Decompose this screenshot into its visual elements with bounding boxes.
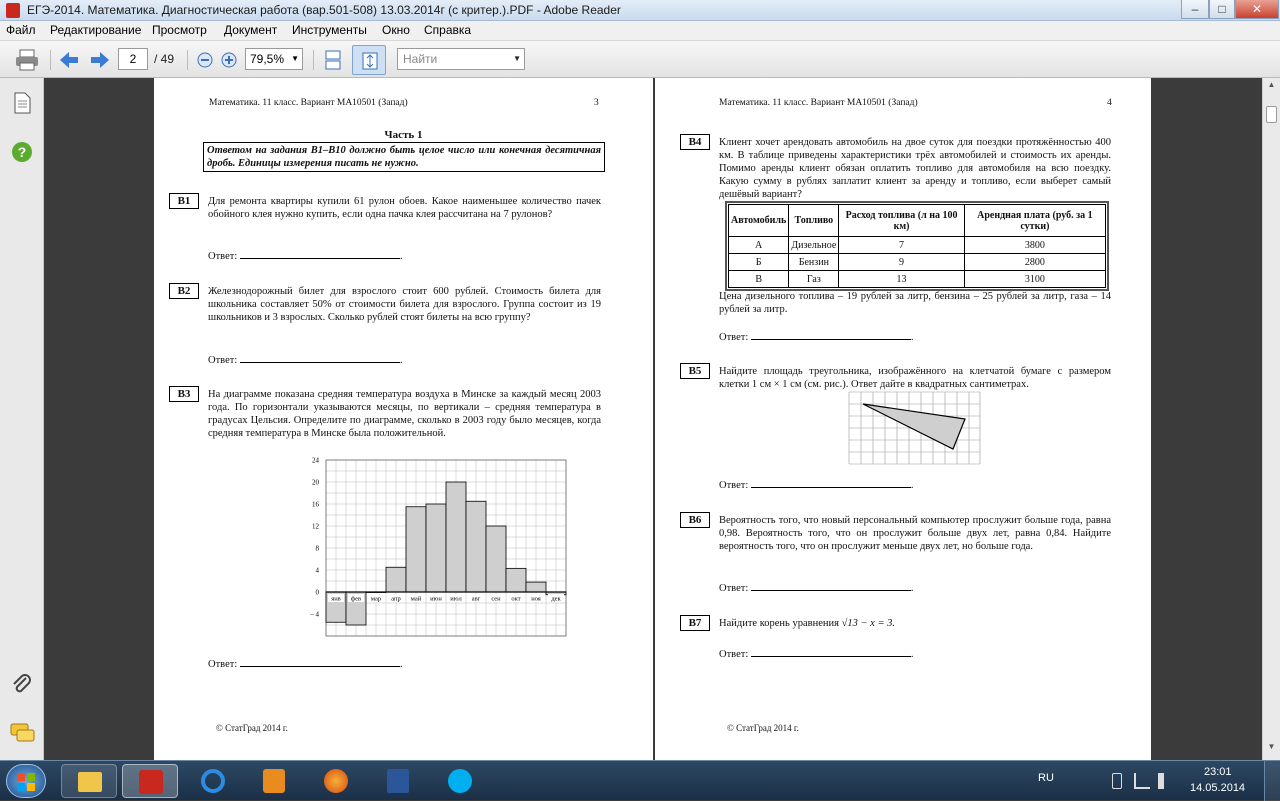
chart-y-tick-label: 24: [312, 456, 319, 465]
chart-x-tick-label: фев: [350, 595, 362, 603]
task-text-b1: Для ремонта квартиры купили 61 рулон обоев. Какое наименьшее количество пачек обойного клея нужно купить, если одна пачка клея рассчитана на 7 рулонов?: [208, 196, 601, 220]
chart-bar: [506, 568, 526, 592]
adobe-reader-icon: [6, 3, 20, 18]
chart-x-tick-label: ноя: [531, 595, 541, 603]
page-footer: © СтатГрад 2014 г.: [727, 723, 799, 733]
chart-x-tick-label: янв: [331, 595, 341, 603]
next-page-icon[interactable]: [89, 48, 111, 72]
task-text-b7: [719, 618, 895, 629]
table-header: Автомобиль: [729, 205, 789, 237]
clock-time[interactable]: 23:01: [1204, 766, 1232, 778]
media-player-icon: [263, 769, 285, 793]
table-cell: 3100: [964, 271, 1105, 288]
page-footer: © СтатГрад 2014 г.: [216, 723, 288, 733]
chart-x-tick-label: апр: [391, 595, 401, 603]
task-label-b7: B7: [680, 615, 710, 631]
pdf-page-3: [154, 78, 653, 760]
chart-x-tick-label: окт: [511, 595, 521, 603]
menu-help[interactable]: Справка: [424, 23, 472, 37]
search-input[interactable]: [397, 48, 525, 70]
skype-icon: [448, 769, 472, 793]
print-icon[interactable]: [14, 48, 40, 72]
answer-line: [751, 582, 911, 591]
answer-label: Ответ:: [208, 355, 238, 366]
answer-label: Ответ:: [719, 480, 749, 491]
attachment-icon[interactable]: [10, 672, 34, 696]
chart-bar: [386, 567, 406, 592]
taskbar-explorer[interactable]: [61, 764, 117, 798]
page-total: / 49: [154, 52, 175, 66]
answer-b6: Ответ: .: [719, 583, 914, 594]
table-header: Арендная плата (руб. за 1 сутки): [964, 205, 1105, 237]
chart-x-tick-label: май: [410, 595, 422, 603]
clock-date[interactable]: 14.05.2014: [1190, 782, 1246, 794]
zoom-value: 79,5%: [250, 52, 285, 66]
chart-y-tick-label: 4: [315, 566, 319, 575]
taskbar-adobe-reader[interactable]: [122, 764, 178, 798]
word-icon: [387, 769, 409, 793]
minimize-button[interactable]: –: [1181, 0, 1209, 19]
zoom-out-icon[interactable]: [195, 48, 215, 72]
task-text-b4: Клиент хочет арендовать автомобиль на двое суток для поездки протяжённостью 400 км. В таблице приведены характеристики трёх автомобилей и стоимость их аренды. Помимо аренды клиент обязан оплатить топливо для автомобиля на всю поездку. Какую сумму в рублях заплатит клиент за аренду и топливо, если выберет самый дешёвый вариант?: [719, 137, 1111, 200]
answer-b1: Ответ: .: [208, 251, 403, 262]
taskbar-skype[interactable]: [432, 764, 488, 798]
part-note: Ответом на задания В1–В10 должно быть целое число или конечная десятичная дробь. Единицы измерения писать не нужно.: [203, 142, 605, 172]
close-button[interactable]: ✕: [1235, 0, 1279, 19]
table-cell: Газ: [789, 271, 839, 288]
menu-bar: [0, 21, 1280, 41]
menu-document[interactable]: Документ: [224, 23, 278, 37]
menu-view[interactable]: Просмотр: [152, 23, 207, 37]
task-label-b3: B3: [169, 386, 199, 402]
menu-tools[interactable]: Инструменты: [292, 23, 367, 37]
chart-y-tick-label: 12: [312, 522, 319, 531]
scroll-down-icon[interactable]: ▼: [1267, 742, 1276, 751]
task-label-b2: B2: [169, 283, 199, 299]
previous-page-icon[interactable]: [58, 48, 80, 72]
folder-icon: [78, 772, 102, 792]
battery-icon[interactable]: [1112, 773, 1122, 789]
table-cell: Дизельное: [789, 237, 839, 254]
answer-label: Ответ:: [719, 332, 749, 343]
navigation-panel: [0, 78, 44, 760]
network-icon[interactable]: [1134, 773, 1150, 789]
taskbar-word[interactable]: [370, 764, 426, 798]
table-header: Топливо: [789, 205, 839, 237]
adobe-reader-icon: [139, 770, 163, 794]
chevron-down-icon: ▼: [291, 54, 299, 63]
scrollbar-thumb[interactable]: [1266, 106, 1277, 123]
search-placeholder: Найти: [403, 52, 438, 66]
taskbar-media-player[interactable]: [246, 764, 302, 798]
page-header: Математика. 11 класс. Вариант МА10501 (Запад): [209, 98, 408, 108]
chart-x-tick-label: сен: [491, 595, 501, 603]
chart-x-tick-label: июл: [450, 595, 462, 603]
chart-y-tick-label: 20: [312, 478, 319, 487]
menu-edit[interactable]: Редактирование: [50, 23, 142, 37]
answer-label: Ответ:: [208, 251, 238, 262]
table-row: [729, 254, 1106, 271]
chart-y-tick-label: 0: [315, 588, 319, 597]
task-text-b3: На диаграмме показана средняя температура воздуха в Минске за каждый месяц 2003 года. По горизонтали указываются месяцы, по вертикали – средняя температура в градусах Цельсия. Определите по диаграмме, сколько в 2003 году было месяцев, когда средняя температура в Минске была положительной.: [208, 389, 601, 439]
document-viewer[interactable]: [44, 78, 1262, 760]
zoom-select[interactable]: [245, 48, 303, 70]
answer-line: [240, 354, 400, 363]
scroll-mode-icon[interactable]: [322, 48, 344, 72]
page-header: Математика. 11 класс. Вариант МА10501 (Запад): [719, 98, 918, 108]
menu-window[interactable]: Окно: [382, 23, 410, 37]
answer-line: [751, 648, 911, 657]
chart-y-tick-label: – 4: [310, 610, 319, 619]
car-rental-table: [728, 204, 1106, 288]
table-cell: 3800: [964, 237, 1105, 254]
svg-text:?: ?: [17, 144, 27, 160]
show-desktop-button[interactable]: [1264, 761, 1280, 801]
table-header: Расход топлива (л на 100 км): [839, 205, 964, 237]
task-label-b1: B1: [169, 193, 199, 209]
answer-line: [751, 479, 911, 488]
chart-x-tick-label: дек: [551, 595, 561, 603]
chart-y-tick-label: 8: [315, 544, 319, 553]
task-text-b6: Вероятность того, что новый персональный компьютер прослужит больше года, равна 0,98. Вероятность того, что он прослужит больше двух лет, равна 0,84. Найдите вероятность того, что он прослужит меньше двух лет, но больше года.: [719, 515, 1111, 552]
chart-x-tick-label: мар: [370, 595, 382, 603]
vertical-scrollbar[interactable]: [1262, 78, 1280, 760]
taskbar-firefox[interactable]: [308, 764, 364, 798]
windows-logo-icon: [17, 773, 35, 791]
chart-bar: [406, 507, 426, 592]
chevron-down-icon: ▼: [513, 54, 521, 63]
answer-label: Ответ:: [208, 659, 238, 670]
chart-x-tick-label: июн: [430, 595, 442, 603]
table-cell: 13: [839, 271, 964, 288]
page-number: 3: [594, 98, 599, 108]
table-cell: В: [729, 271, 789, 288]
title-bar: [0, 0, 1280, 21]
answer-line: [240, 250, 400, 259]
part-title: Часть 1: [384, 129, 423, 141]
help-icon[interactable]: [11, 141, 33, 163]
pdf-page-4: [655, 78, 1151, 760]
chart-x-tick-label: авг: [471, 595, 481, 603]
equation: √13 − x = 3.: [841, 618, 896, 629]
table-cell: 2800: [964, 254, 1105, 271]
start-button[interactable]: [6, 764, 46, 798]
fit-page-button[interactable]: [352, 45, 386, 75]
page-number: 4: [1107, 98, 1112, 108]
language-indicator[interactable]: RU: [1038, 772, 1054, 784]
page-thumbnails-icon[interactable]: [12, 92, 32, 114]
fit-page-icon: [359, 50, 381, 72]
answer-line: [240, 658, 400, 667]
maximize-button[interactable]: □: [1209, 0, 1235, 19]
task-text-b2: Железнодорожный билет для взрослого стоит 600 рублей. Стоимость билета для школьника составляет 50% от стоимости билета для взрослого. Группа состоит из 19 школьников и 3 взрослых. Сколько рублей стоят билеты на всю группу?: [208, 286, 601, 323]
table-cell: Бензин: [789, 254, 839, 271]
chart-bar: [466, 501, 486, 592]
temperature-chart: [274, 456, 561, 642]
chart-bar: [526, 582, 546, 592]
chart-y-tick-label: 16: [312, 500, 319, 509]
answer-b3: Ответ: .: [208, 659, 403, 670]
table-cell: 9: [839, 254, 964, 271]
comments-icon[interactable]: [10, 723, 36, 745]
menu-file[interactable]: Файл: [6, 23, 36, 37]
table-cell: А: [729, 237, 789, 254]
answer-b5: Ответ: .: [719, 480, 914, 491]
taskbar: [0, 760, 1280, 800]
answer-label: Ответ:: [719, 583, 749, 594]
toolbar: [0, 41, 1280, 78]
table-row: [729, 237, 1106, 254]
table-header-row: [729, 205, 1106, 237]
scroll-up-icon[interactable]: ▲: [1267, 80, 1276, 89]
table-row: [729, 271, 1106, 288]
fuel-note: Цена дизельного топлива – 19 рублей за литр, бензина – 25 рублей за литр, газа – 14 рублей за литр.: [719, 291, 1111, 315]
answer-label: Ответ:: [719, 649, 749, 660]
task-text-b5: Найдите площадь треугольника, изображённого на клетчатой бумаге с размером клетки 1 см × 1 см (см. рис.). Ответ дайте в квадратных сантиметрах.: [719, 366, 1111, 390]
triangle-grid-figure: [849, 392, 981, 465]
answer-b4: Ответ: .: [719, 332, 914, 343]
chart-bar: [446, 482, 466, 592]
task-label-b5: B5: [680, 363, 710, 379]
firefox-icon: [324, 769, 348, 793]
table-cell: 7: [839, 237, 964, 254]
table-cell: Б: [729, 254, 789, 271]
internet-explorer-icon: [201, 769, 225, 793]
task-label-b4: B4: [680, 134, 710, 150]
chart-bar: [426, 504, 446, 592]
task-label-b6: B6: [680, 512, 710, 528]
task-b7-prompt: Найдите корень уравнения: [719, 618, 839, 629]
answer-b7: Ответ: .: [719, 649, 914, 660]
taskbar-internet-explorer[interactable]: [184, 764, 240, 798]
window-title: ЕГЭ-2014. Математика. Диагностическая работа (вар.501-508) 13.03.2014г (с критер.).PDF - Adobe Reader: [27, 3, 621, 17]
zoom-in-icon[interactable]: [219, 48, 239, 72]
chart-bar: [486, 526, 506, 592]
volume-icon[interactable]: [1158, 773, 1172, 789]
page-number-input[interactable]: 2: [118, 48, 148, 70]
answer-b2: Ответ: .: [208, 355, 403, 366]
answer-line: [751, 331, 911, 340]
